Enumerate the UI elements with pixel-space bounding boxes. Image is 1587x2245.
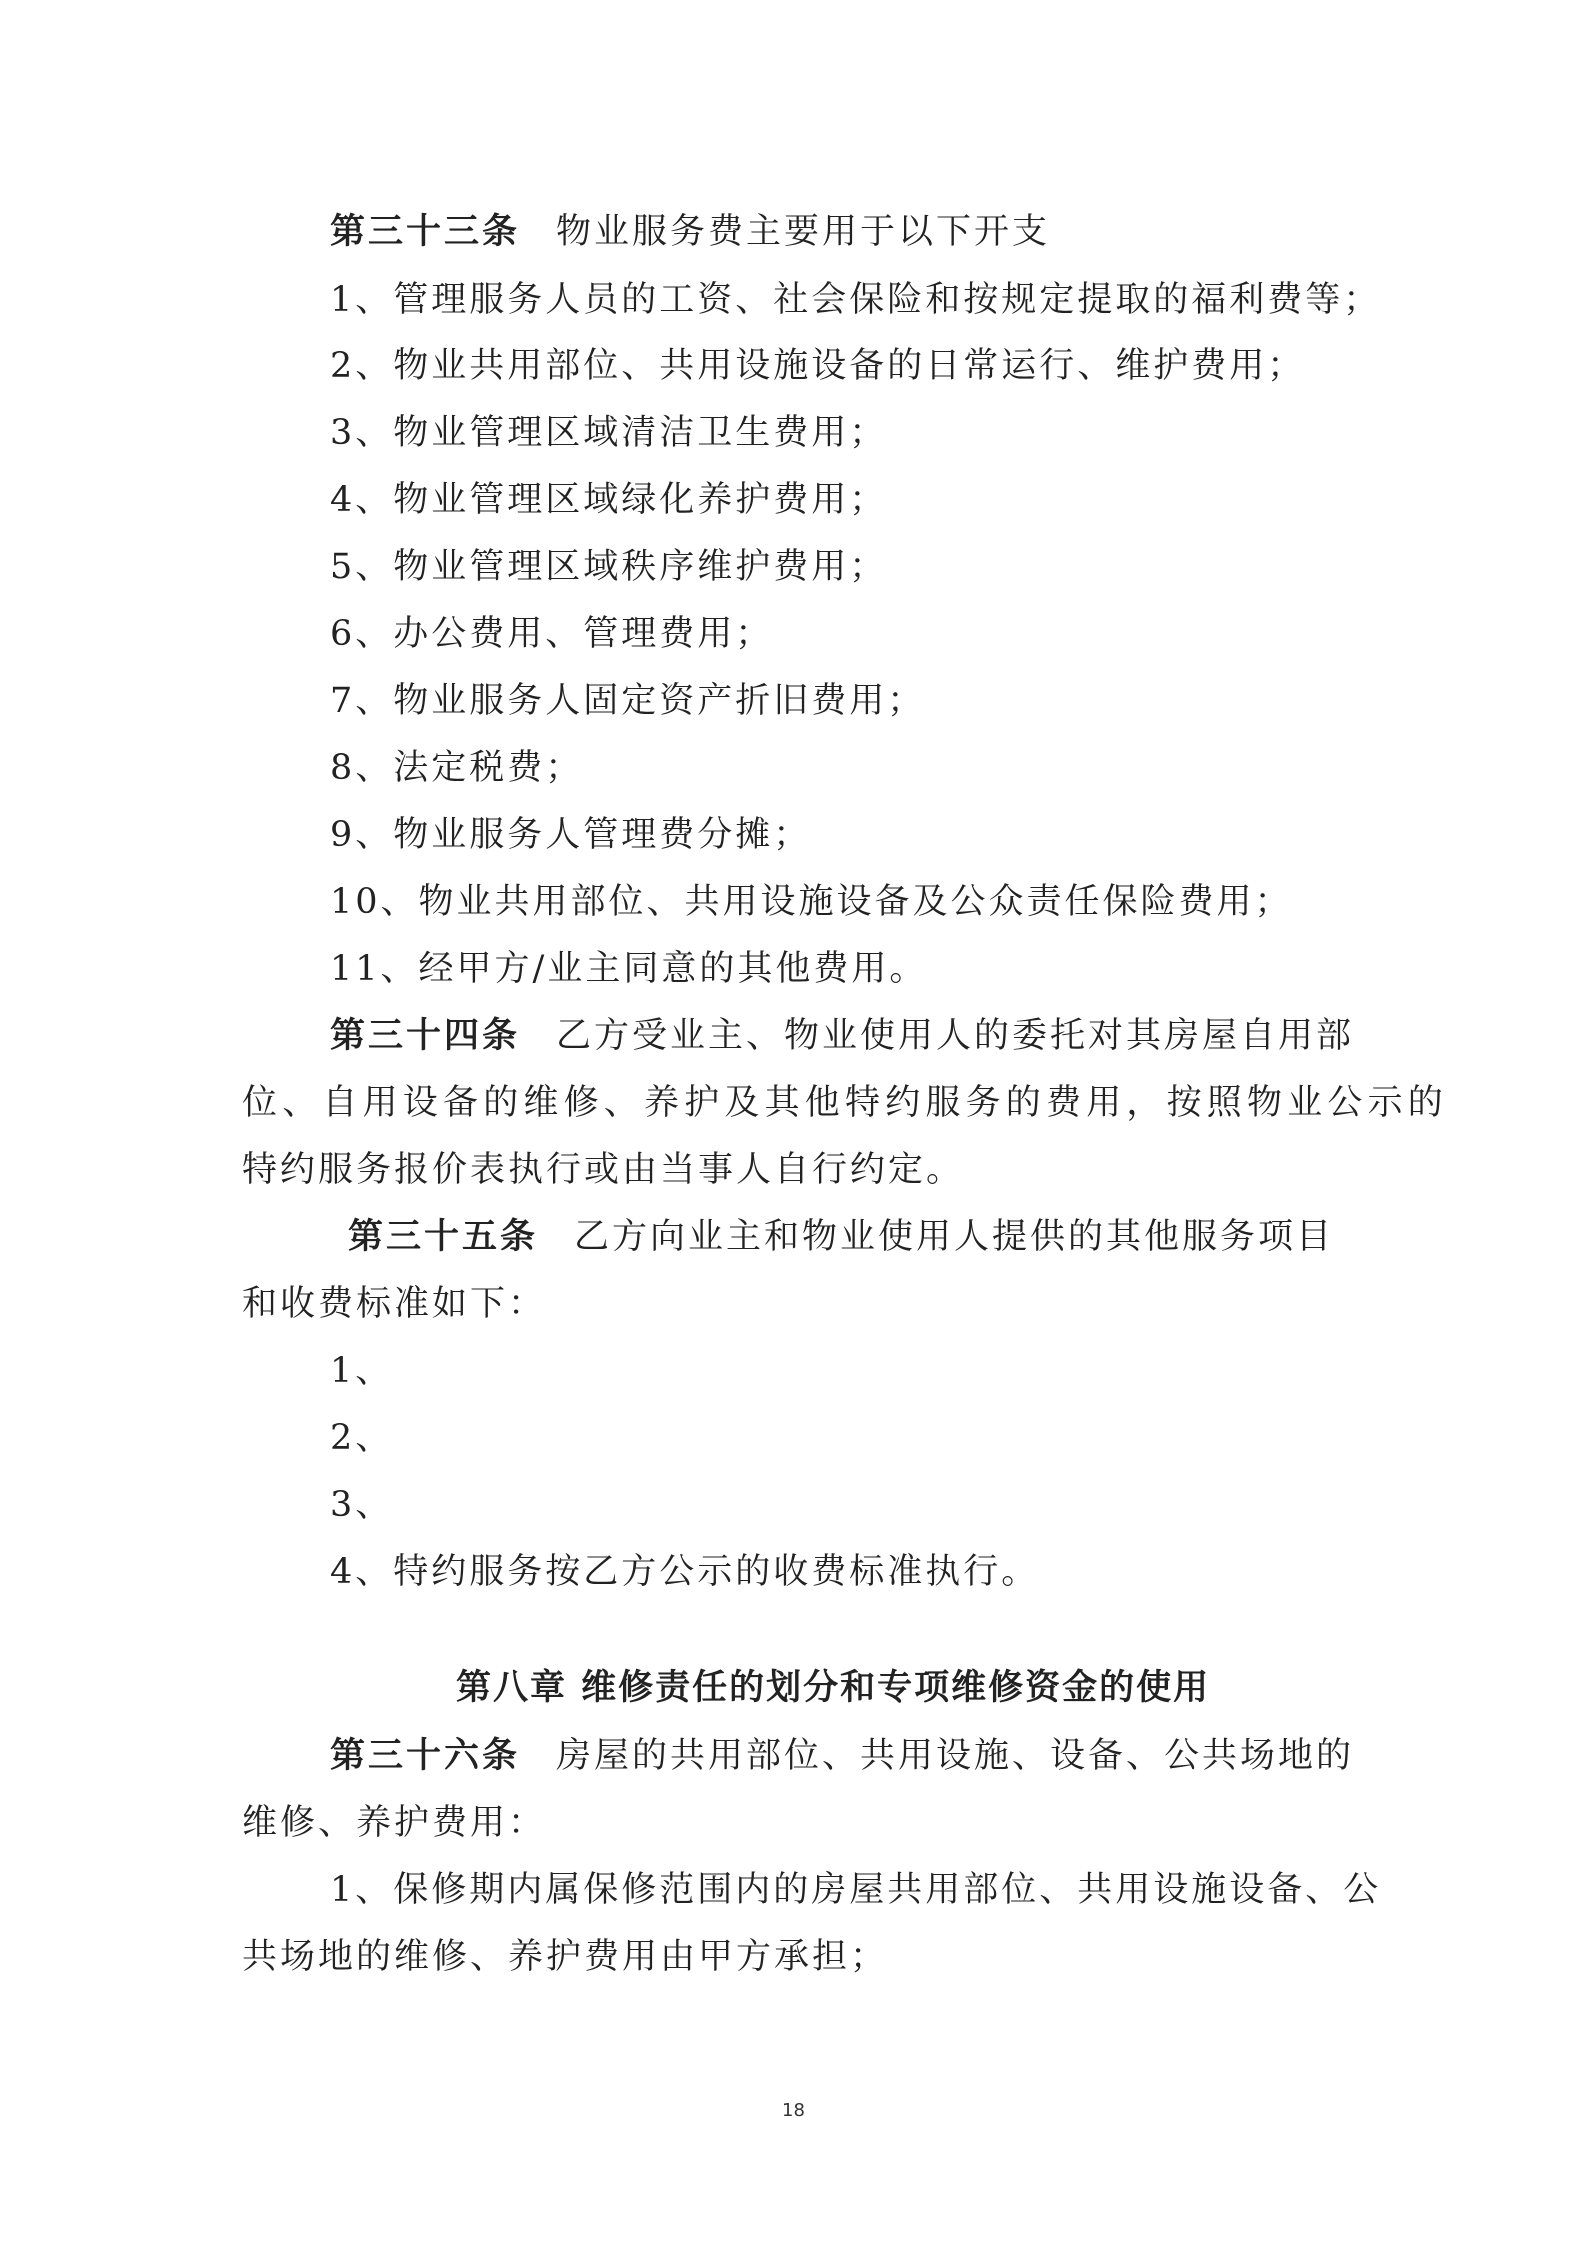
article-33-item-9: 9、物业服务人管理费分摊； — [330, 815, 812, 855]
article-34-heading — [330, 1016, 1354, 1056]
article-33-item-11: 11、经甲方/业主同意的其他费用。 — [330, 949, 928, 989]
article-33-item-7: 7、物业服务人固定资产折旧费用； — [330, 681, 926, 721]
article-36-line-2: 维修、养护费用： — [242, 1803, 547, 1843]
article-33-item-10: 10、物业共用部位、共用设施设备及公众责任保险费用； — [330, 882, 1293, 922]
article-33-item-4: 4、物业管理区域绿化养护费用； — [330, 480, 888, 520]
article-35-item-2: 2、 — [330, 1418, 394, 1458]
article-33-item-3: 3、物业管理区域清洁卫生费用； — [330, 413, 888, 453]
article-34-line-3: 特约服务报价表执行或由当事人自行约定。 — [242, 1150, 965, 1190]
chapter-8-title: 第八章 维修责任的划分和专项维修资金的使用 — [456, 1667, 1211, 1708]
article-35-title: 第三十五条 — [348, 1216, 539, 1257]
article-33-item-2: 2、物业共用部位、共用设施设备的日常运行、维护费用； — [330, 346, 1306, 386]
article-36-heading — [330, 1736, 1354, 1776]
article-34-title: 第三十四条 — [330, 1015, 521, 1056]
article-33-item-1: 1、管理服务人员的工资、社会保险和按规定提取的福利费等； — [330, 280, 1382, 320]
article-35-line-1: 乙方向业主和物业使用人提供的其他服务项目 — [574, 1217, 1335, 1257]
article-33-title: 第三十三条 — [330, 211, 521, 252]
article-35-item-1: 1、 — [330, 1351, 394, 1391]
article-36-item-1-line-2: 共场地的维修、养护费用由甲方承担； — [242, 1937, 889, 1977]
article-35-item-4: 4、特约服务按乙方公示的收费标准执行。 — [330, 1552, 1040, 1592]
article-33-item-6: 6、办公费用、管理费用； — [330, 614, 774, 654]
article-35-item-3: 3、 — [330, 1485, 394, 1525]
article-34-line-1: 乙方受业主、物业使用人的委托对其房屋自用部 — [556, 1016, 1355, 1056]
article-33-item-8: 8、法定税费； — [330, 748, 584, 788]
article-36-line-1: 房屋的共用部位、共用设施、设备、公共场地的 — [556, 1736, 1355, 1776]
page-number: 18 — [782, 2100, 805, 2121]
article-33-heading — [330, 212, 1050, 252]
article-33-text: 物业服务费主要用于以下开支 — [556, 212, 1051, 252]
article-35-line-2: 和收费标准如下： — [242, 1284, 547, 1324]
article-36-item-1-line-1: 1、保修期内属保修范围内的房屋共用部位、共用设施设备、公 — [330, 1870, 1382, 1910]
article-36-title: 第三十六条 — [330, 1735, 521, 1776]
article-34-line-2: 位、自用设备的维修、养护及其他特约服务的费用，按照物业公示的 — [242, 1083, 1449, 1123]
article-33-item-5: 5、物业管理区域秩序维护费用； — [330, 547, 888, 587]
article-35-heading — [348, 1217, 1334, 1257]
